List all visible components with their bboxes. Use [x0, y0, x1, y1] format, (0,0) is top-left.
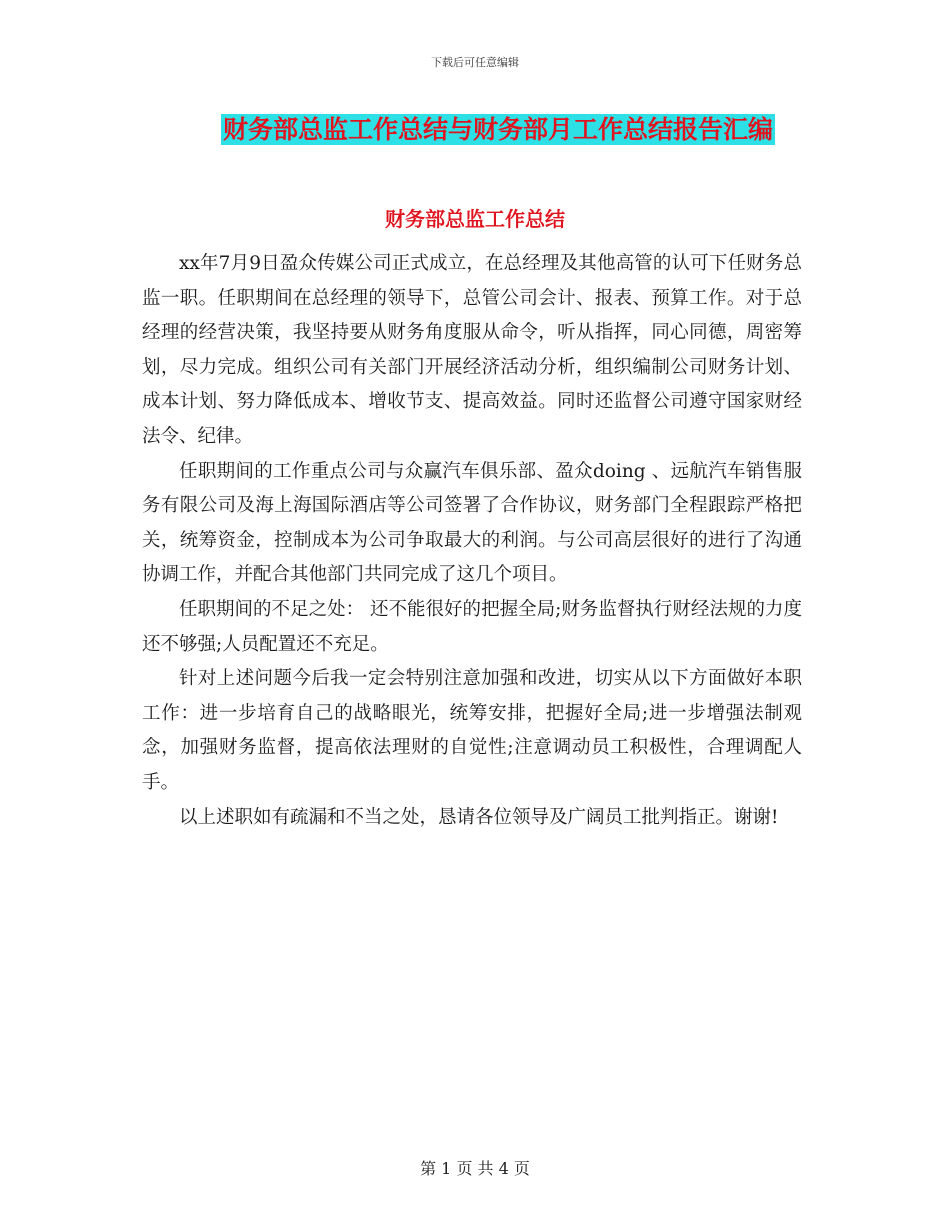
paragraph: xx年7月9日盈众传媒公司正式成立，在总经理及其他高管的认可下任财务总监一职。任职期间在总经理的领导下，总管公司会计、报表、预算工作。对于总经理的经营决策，我坚持要从财务角度服从命令，听从指挥，同心同德，周密筹划，尽力完成。组织公司有关部门开展经济活动分析，组织编制公司财务计划、成本计划、努力降低成本、增收节支、提高效益。同时还监督公司遵守国家财经法令、纪律。: [142, 253, 802, 447]
header-note: 下载后可任意编辑: [431, 56, 519, 69]
main-title: 财务部总监工作总结与财务部月工作总结报告汇编: [222, 115, 773, 144]
page-indicator: 第 1 页 共 4 页: [420, 1159, 530, 1178]
document-body: [142, 247, 802, 835]
main-title-container: [0, 114, 950, 145]
paragraph: 任职期间的工作重点公司与众赢汽车俱乐部、盈众doing 、远航汽车销售服务有限公司及海上海国际酒店等公司签署了合作协议，财务部门全程跟踪严格把关，统筹资金，控制成本为公司争取最大的利润。与公司高层很好的进行了沟通协调工作，并配合其他部门共同完成了这几个项目。: [142, 460, 802, 586]
paragraph: 以上述职如有疏漏和不当之处，恳请各位领导及广阔员工批判指正。谢谢!: [179, 806, 779, 828]
paragraph: 任职期间的不足之处： 还不能很好的把握全局;财务监督执行财经法规的力度还不够强;人员配置还不充足。: [142, 598, 802, 655]
section-title: 财务部总监工作总结: [385, 207, 565, 231]
paragraph: 针对上述问题今后我一定会特别注意加强和改进，切实从以下方面做好本职工作：进一步培育自己的战略眼光，统筹安排，把握好全局;进一步增强法制观念，加强财务监督，提高依法理财的自觉性;注意调动员工积极性，合理调配人手。: [142, 668, 802, 793]
